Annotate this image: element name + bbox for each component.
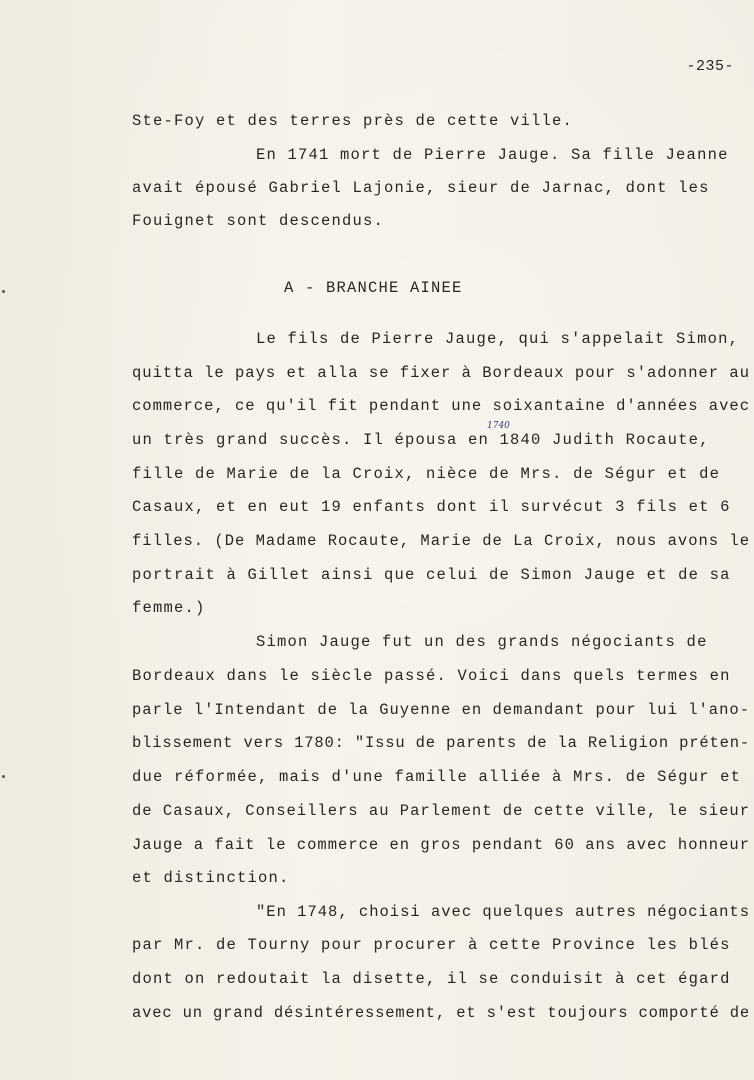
text-line: Casaux, et en eut 19 enfants dont il survécut 3 fils et 6 [132,498,731,516]
text-line: filles. (De Madame Rocaute, Marie de La Croix, nous avons le [132,532,750,550]
text-line: femme.) [132,599,206,617]
text-line: "En 1748, choisi avec quelques autres négociants [256,903,750,921]
text-line: Ste-Foy et des terres près de cette ville. [132,112,574,130]
text-line: avait épousé Gabriel Lajonie, sieur de Jarnac, dont les [132,179,710,197]
text-line: parle l'Intendant de la Guyenne en demandant pour lui l'ano- [132,701,750,719]
text-line: Fouignet sont descendus. [132,212,385,230]
punch-mark [2,775,5,778]
text-line: et distinction. [132,869,290,887]
text-line: avec un grand désintéressement, et s'est toujours comporté de [132,1004,750,1022]
text-line: Le fils de Pierre Jauge, qui s'appelait Simon, [256,330,740,348]
text-line: quitta le pays et alla se fixer à Bordeaux pour s'adonner au [132,364,750,382]
text-line: Simon Jauge fut un des grands négociants de [256,633,708,651]
text-line: portrait à Gillet ainsi que celui de Simon Jauge et de sa [132,566,731,584]
section-heading: A - BRANCHE AINEE [284,279,463,297]
text-line: fille de Marie de la Croix, nièce de Mrs. de Ségur et de [132,465,721,483]
punch-mark [2,290,5,293]
text-line: En 1741 mort de Pierre Jauge. Sa fille Jeanne [256,146,729,164]
text-line: par Mr. de Tourny pour procurer à cette Province les blés [132,936,731,954]
text-line: blissement vers 1780: "Issu de parents de la Religion préten- [132,734,750,752]
page-number: -235- [686,58,734,75]
text-line: dont on redoutait la disette, il se conduisit à cet égard [132,970,731,988]
text-line: due réformée, mais d'une famille alliée à Mrs. de Ségur et [132,768,742,786]
text-line: un très grand succès. Il épousa en 1840 Judith Rocaute, [132,431,710,449]
text-line: Jauge a fait le commerce en gros pendant 60 ans avec honneur [132,836,750,854]
handwritten-annotation: 1740 [487,421,510,431]
text-line: de Casaux, Conseillers au Parlement de cette ville, le sieur [132,802,750,820]
text-line: commerce, ce qu'il fit pendant une soixantaine d'années avec [132,397,750,415]
text-line: Bordeaux dans le siècle passé. Voici dans quels termes en [132,667,731,685]
